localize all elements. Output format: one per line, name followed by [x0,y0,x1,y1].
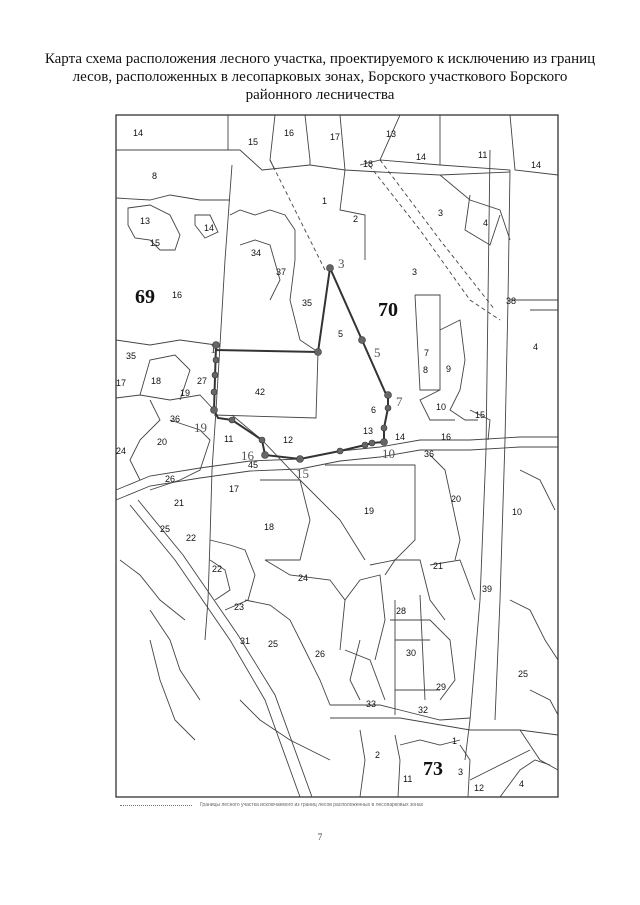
plot-label: 3 [458,767,464,777]
plot-label: 32 [418,705,429,715]
plot-label: 8 [152,171,158,181]
plot-label: 26 [315,649,326,659]
plot-label: 14 [204,223,215,233]
map-frame [116,115,558,797]
plot-label: 14 [395,432,406,442]
plot-label: 17 [229,484,240,494]
plot-label: 11 [224,434,234,444]
plot-label: 10 [436,402,447,412]
plot-label: 14 [416,152,427,162]
point-label: 7 [396,394,403,409]
boundary-point-labels [194,256,406,481]
plot-label: 18 [363,159,374,169]
plot-label: 13 [386,129,397,139]
plot-label: 16 [441,432,452,442]
page-number: 7 [317,832,323,842]
plot-label: 23 [234,602,245,612]
plot-label: 14 [133,128,144,138]
plot-label: 39 [482,584,493,594]
plot-label: 38 [506,296,517,306]
plot-label: 16 [284,128,295,138]
plot-label: 26 [165,474,176,484]
plot-label: 4 [519,779,525,789]
excluded-plot-boundary [214,268,388,459]
plot-label: 25 [160,524,171,534]
point-label: 16 [241,448,254,463]
quarter-number: 69 [135,286,155,308]
plot-label: 22 [186,533,197,543]
point-label: 5 [374,345,381,360]
quarter-numbers [135,286,443,780]
plot-label: 37 [276,267,287,277]
plot-label: 45 [248,460,259,470]
plot-label: 2 [353,214,359,224]
forest-plot-boundaries [116,115,558,797]
plot-label: 18 [264,522,275,532]
plot-label: 11 [403,774,413,784]
plot-label: 15 [248,137,259,147]
plot-label: 27 [197,376,208,386]
legend-line-sample [120,805,192,806]
plot-label: 1 [452,736,458,746]
plot-label: 12 [474,783,485,793]
plot-label: 29 [436,682,447,692]
plot-label: 13 [140,216,151,226]
plot-label: 20 [451,494,462,504]
plot-label: 15 [475,410,486,420]
plot-label: 28 [396,606,407,616]
plot-label: 24 [298,573,309,583]
plot-label: 36 [170,414,181,424]
plot-label: 34 [251,248,262,258]
point-label: 1 [210,341,217,356]
plot-label: 21 [433,561,444,571]
plot-label: 24 [116,446,127,456]
point-label: 3 [338,256,345,271]
plot-label: 16 [172,290,183,300]
plot-label: 12 [283,435,294,445]
plot-label: 11 [478,150,488,160]
plot-label: 15 [150,238,161,248]
plot-label: 9 [446,364,452,374]
plot-label: 25 [268,639,279,649]
point-label: 10 [382,446,395,461]
map-legend [120,799,520,811]
plot-label: 8 [423,365,429,375]
point-label: 19 [194,420,207,435]
plot-label: 14 [531,160,542,170]
plot-label: 5 [338,329,344,339]
plot-label: 19 [180,388,191,398]
plot-label: 17 [330,132,341,142]
plot-label: 42 [255,387,266,397]
legend-text: Границы лесного участка исключаемого из границ лесов расположенных в лесопарковых зонах [200,802,424,808]
plot-label: 18 [151,376,162,386]
quarter-number: 70 [378,299,398,321]
plot-label: 35 [126,351,137,361]
map-title: Карта схема расположения лесного участка, проектируемого к исключению из границ лесов, расположенных в лесопарковых зонах, Борского участкового Борского районного лесничества [44,51,596,103]
plot-label: 21 [174,498,185,508]
plot-label: 6 [371,405,377,415]
plot-label: 22 [212,564,223,574]
plot-label: 36 [424,449,435,459]
plot-label: 4 [533,342,539,352]
plot-label: 13 [363,426,374,436]
plot-label: 30 [406,648,417,658]
plot-label: 4 [483,218,489,228]
plot-label: 20 [157,437,168,447]
point-label: 15 [296,466,309,481]
plot-label: 35 [302,298,313,308]
plot-label: 2 [375,750,381,760]
plot-label: 3 [412,267,418,277]
plot-label: 1 [322,196,328,206]
plot-label: 3 [438,208,444,218]
plot-label: 17 [116,378,127,388]
plot-label: 19 [364,506,375,516]
plot-label: 7 [424,348,430,358]
plot-label: 31 [240,636,251,646]
plot-label: 10 [512,507,523,517]
quarter-number: 73 [423,758,443,780]
plot-label: 33 [366,699,377,709]
plot-label: 25 [518,669,529,679]
plot-labels [116,128,541,793]
